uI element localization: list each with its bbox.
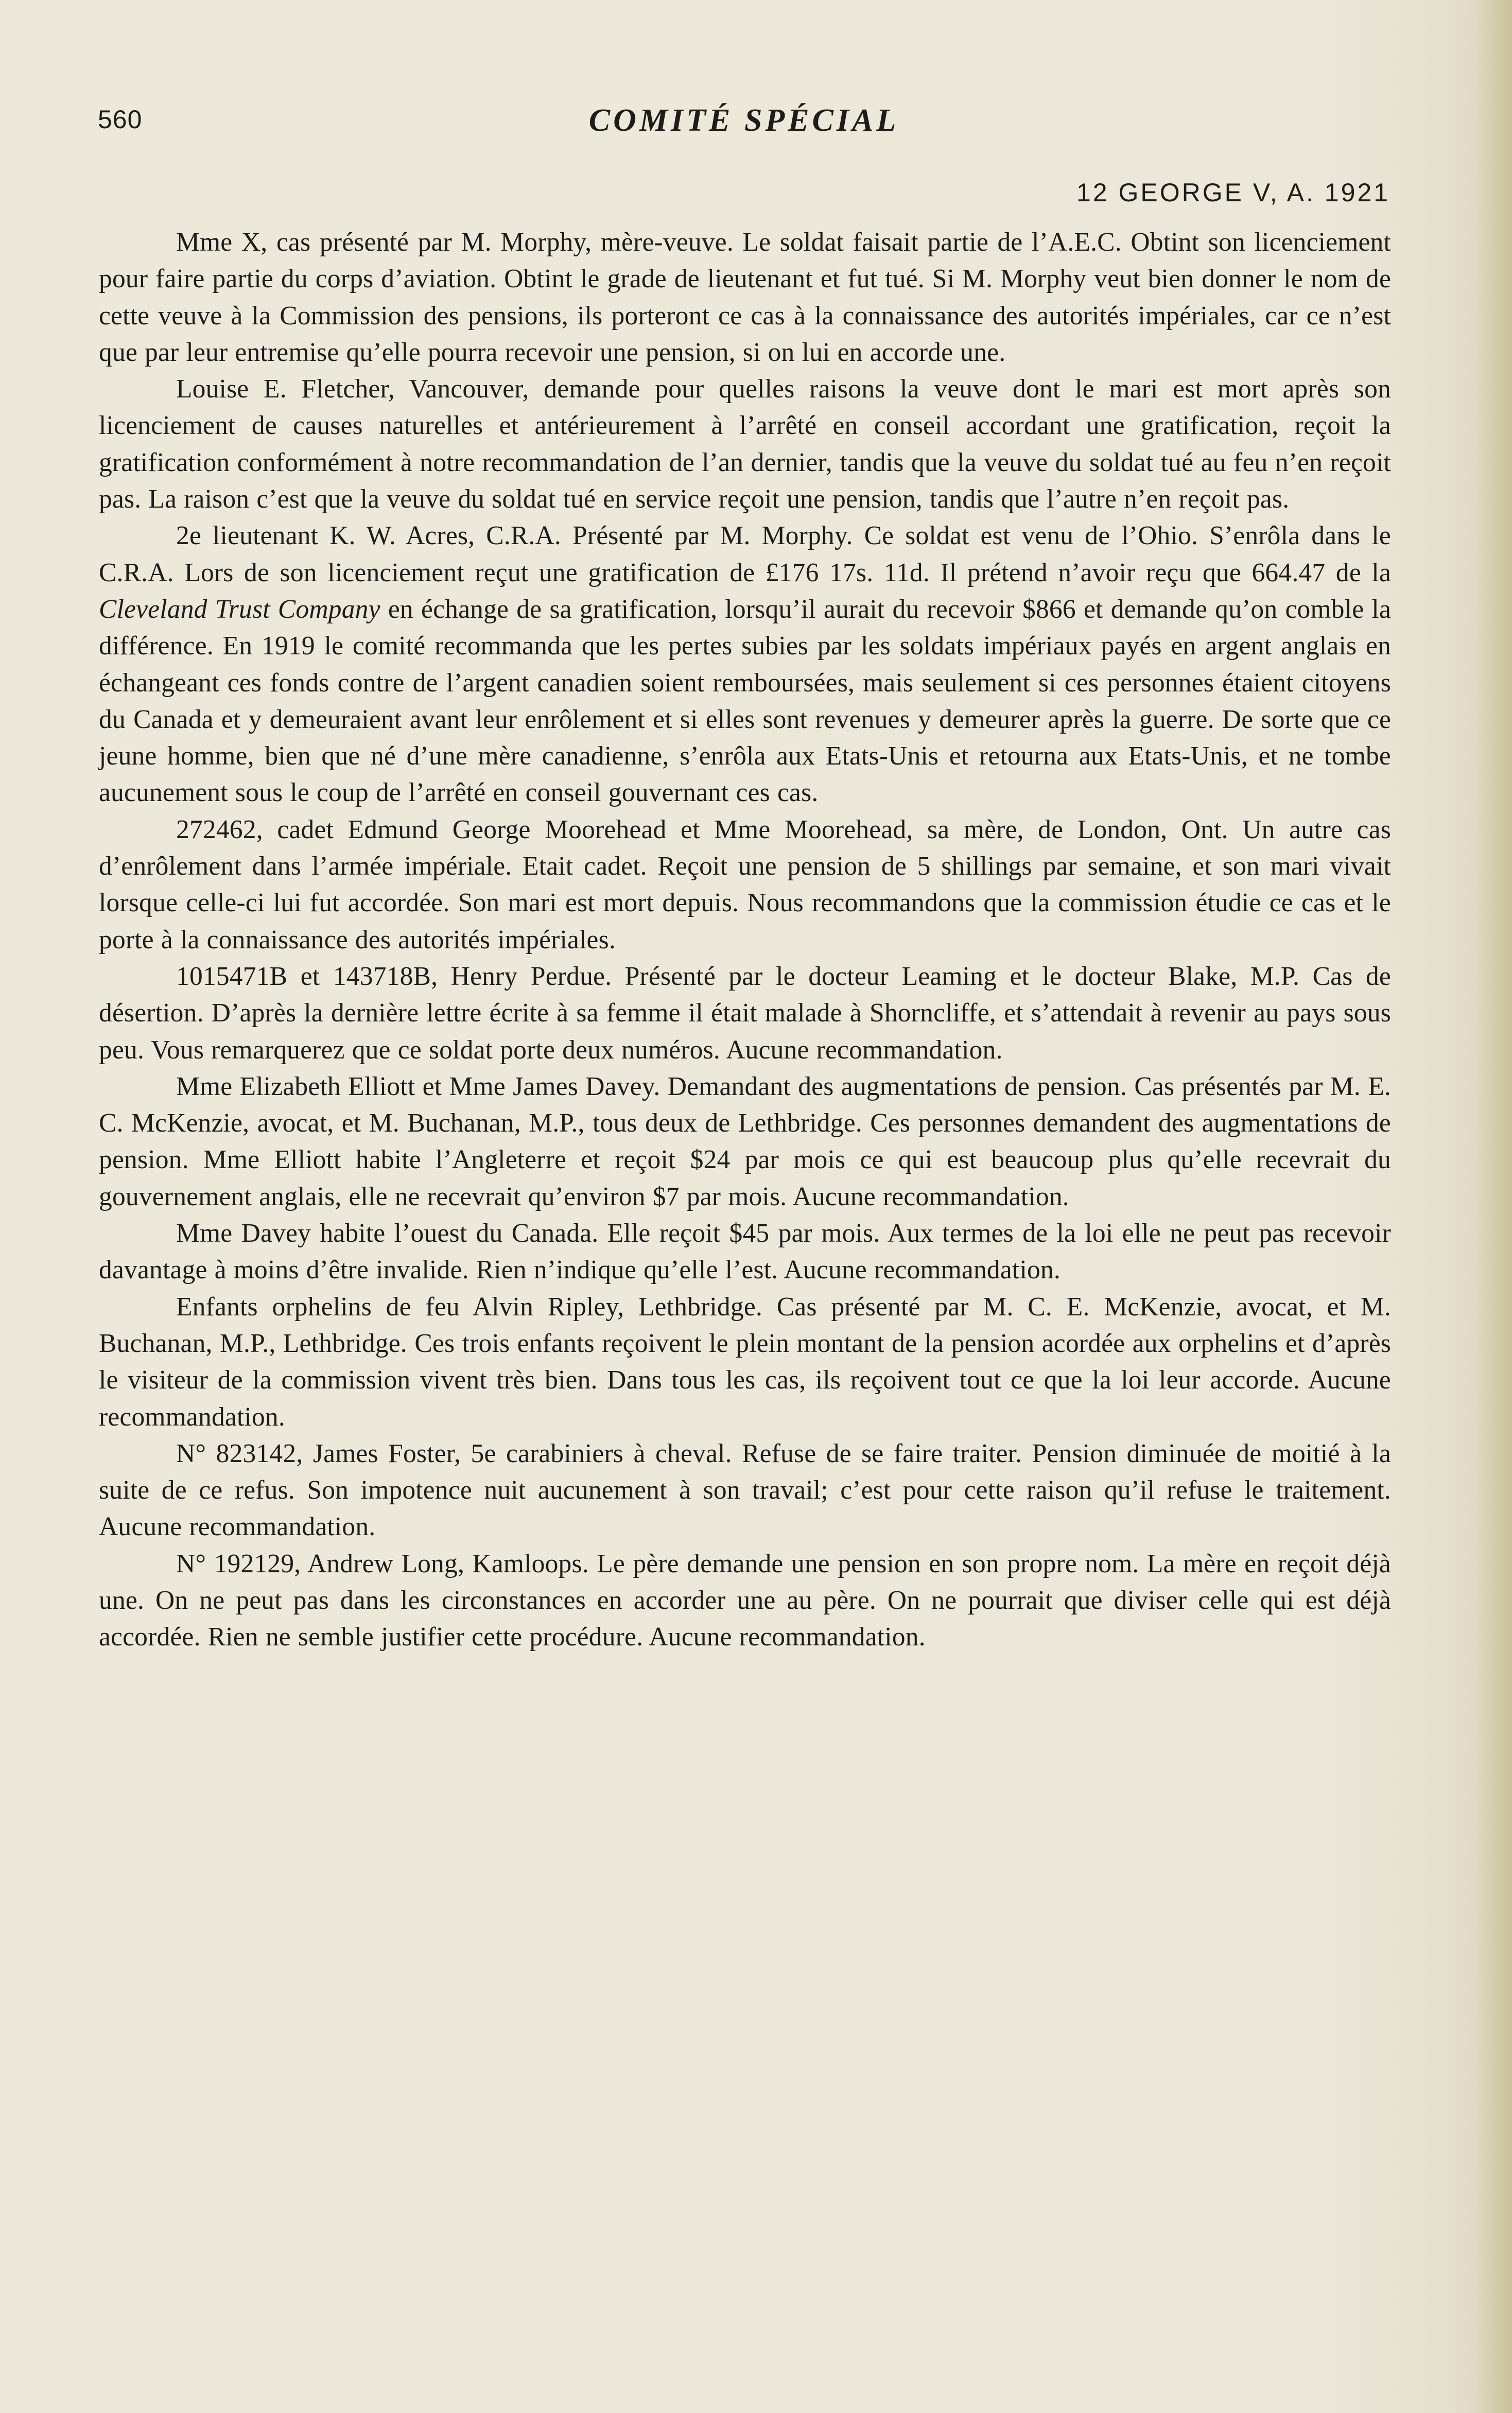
paragraph-davey: Mme Davey habite l’ouest du Canada. Elle reçoit $45 par mois. Aux termes de la loi elle ne peut pas recevoir davantage à moins d’être invalide. Rien n’indique qu’elle l’est. Aucune recommandation. [99, 1219, 1391, 1285]
paragraph-foster: N° 823142, James Foster, 5e carabiniers à cheval. Refuse de se faire traiter. Pension diminuée de moitié à la suite de ce refus. Son impotence nuit aucunement à son travail; c’est pour cette raison qu’il refuse le traitement. Aucune recommandation. [99, 1438, 1391, 1542]
page-number: 560 [98, 105, 143, 134]
paragraph-elliott-davey: Mme Elizabeth Elliott et Mme James Davey. Demandant des augmentations de pension. Cas présentés par M. E. C. McKenzie, avocat, et M. Buchanan, M.P., tous deux de Lethbridge. Ces personnes demandent des augmentations de pension. Mme Elliott habite l’Angleterre et reçoit $24 par mois ce qui est beaucoup plus qu’elle recevrait du gouvernement anglais, elle ne recevrait qu’environ $7 par mois. Aucune recommandation. [99, 1071, 1391, 1211]
paragraph-long: N° 192129, Andrew Long, Kamloops. Le père demande une pension en son propre nom. La mère en reçoit déjà une. On ne peut pas dans les circonstances en accorder une au père. On ne pourrait que diviser celle qui est déjà accordée. Rien ne semble justifier cette procédure. Aucune recommandation. [99, 1549, 1391, 1652]
paragraph-ripley: Enfants orphelins de feu Alvin Ripley, Lethbridge. Cas présenté par M. C. E. McKenzie, avocat, et M. Buchanan, M.P., Lethbridge. Ces trois enfants reçoivent le plein montant de la pension acordée aux orphelins et d’après le visiteur de la commission vivent très bien. Dans tous les cas, ils reçoivent tout ce que la loi leur accorde. Aucune recommandation. [99, 1292, 1391, 1432]
paragraph-acres-text-after: en échange de sa gratification, lorsqu’il aurait du recevoir $866 et demande qu’on comble la différence. En 1919 le comité recommanda que les pertes subies par les soldats impériaux payés en argent anglais en échangeant ces fonds contre de l’argent canadien soient remboursées, mais seulement si ces personnes étaient citoyens du Canada et y demeuraient avant leur enrôlement et si elles sont revenues y demeurer après la guerre. De sorte que ce jeune homme, bien que né d’une mère canadienne, s’enrôla aux Etats-Unis et retourna aux Etats-Unis, et ne tombe aucunement sous le coup de l’arrêté en conseil gouvernant ces cas. [99, 594, 1391, 808]
page-edge-shadow [1476, 0, 1512, 2413]
paragraph-mme-x: Mme X, cas présenté par M. Morphy, mère-veuve. Le soldat faisait partie de l’A.E.C. Obtint son licenciement pour faire partie du corps d’aviation. Obtint le grade de lieutenant et fut tué. Si M. Morphy veut bien donner le nom de cette veuve à la Commission des pensions, ils porteront ce cas à la connaissance des autorités impériales, car ce n’est que par leur entremise qu’elle pourra recevoir une pension, si on lui en accorde une. [99, 228, 1391, 367]
running-title: COMITÉ SPÉCIAL [588, 103, 899, 138]
paragraph-moorehead: 272462, cadet Edmund George Moorehead et Mme Moorehead, sa mère, de London, Ont. Un autre cas d’enrôlement dans l’armée impériale. Etait cadet. Reçoit une pension de 5 shillings par semaine, et son mari vivait lorsque celle-ci lui fut accordée. Son mari est mort depuis. Nous recommandons que la commission étudie ce cas et le porte à la connaissance des autorités impériales. [99, 814, 1391, 954]
paragraph-perdue: 1015471B et 143718B, Henry Perdue. Présenté par le docteur Leaming et le docteur Blake, M.P. Cas de désertion. D’après la dernière lettre écrite à sa femme il était malade à Shorncliffe, et s’attendait à revenir au pays sous peu. Vous remarquerez que ce soldat porte deux numéros. Aucune recommandation. [99, 961, 1391, 1065]
paragraph-acres [99, 517, 1391, 811]
paragraph-acres-italic: Cleveland Trust Company [99, 594, 380, 624]
paragraph-fletcher: Louise E. Fletcher, Vancouver, demande pour quelles raisons la veuve dont le mari est mort après son licenciement de causes naturelles et antérieurement à l’arrêté en conseil accordant une gratification, reçoit la gratification conformément à notre recommandation de l’an dernier, tandis que la veuve du soldat tué au feu n’en reçoit pas. La raison c’est que la veuve du soldat tué en service reçoit une pension, tandis que l’autre n’en reçoit pas. [99, 374, 1391, 514]
session-wrap [98, 0, 1390, 216]
session-reference: 12 GEORGE V, A. 1921 [1076, 178, 1390, 207]
paragraph-acres-text-before: 2e lieutenant K. W. Acres, C.R.A. Présenté par M. Morphy. Ce soldat est venu de l’Ohio. S’enrôla dans le C.R.A. Lors de son licenciement reçut une gratification de £176 17s. 11d. Il prétend n’avoir reçu que 664.47 de la [99, 521, 1391, 587]
body-text [99, 224, 1391, 1656]
